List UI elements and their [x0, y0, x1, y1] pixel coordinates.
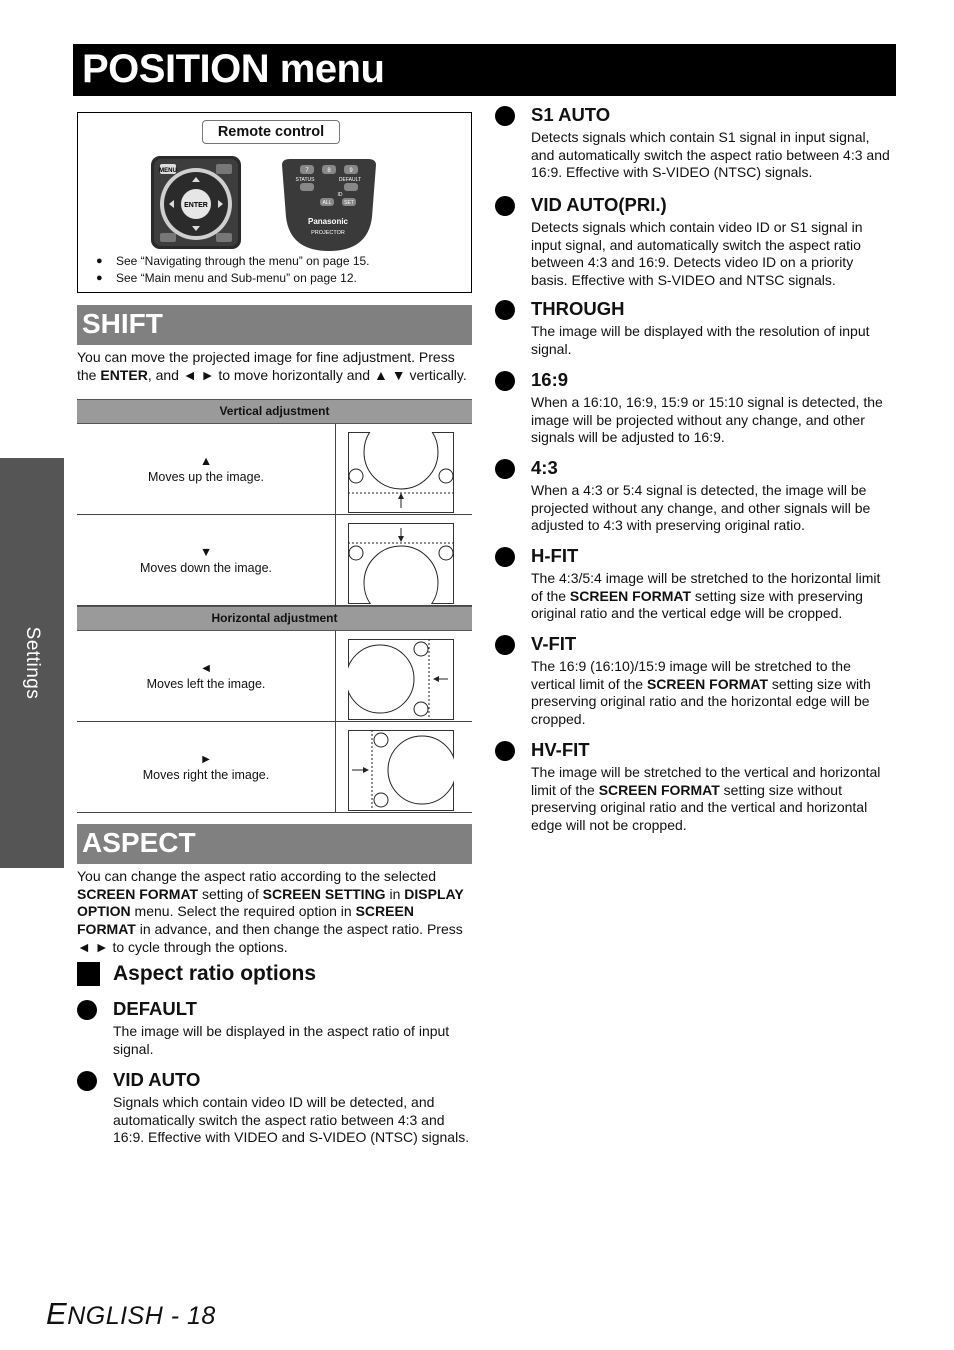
option-name: HV-FIT [531, 739, 590, 760]
option-description: The image will be stretched to the vertical and horizontal limit of the SCREEN FORMAT setting size without preserving original ratio and the vertical and horizontal edge will not be cropped. [531, 764, 881, 834]
option-description: The 4:3/5:4 image will be stretched to the horizontal limit of the SCREEN FORMAT setting size with preserving original ratio and the vertical edge will be cropped. [531, 570, 881, 622]
key-7-label: 7 [305, 168, 309, 174]
option-name: VID AUTO [113, 1069, 201, 1090]
bullet-dot-icon [495, 635, 515, 655]
remote-product-label: PROJECTOR [311, 230, 345, 236]
bullet-dot-icon [495, 547, 515, 567]
bullet-dot-icon [77, 1000, 97, 1020]
aspect-intro: You can change the aspect ratio according to the selected SCREEN FORMAT setting of SCREEN SETTING in DISPLAY OPTION menu. Select the required option in SCREEN FORMAT in advance, and then change the aspect ratio. Press ◄ ► to cycle through the options. [77, 868, 464, 955]
option-name: 4:3 [531, 457, 558, 478]
set-key-label: SET [344, 200, 354, 206]
remote-control-box [77, 112, 472, 293]
move-down-diagram [348, 523, 454, 604]
remote-notes [96, 253, 370, 286]
remote-control-label: Remote control [202, 120, 340, 144]
key-9-label: 9 [349, 168, 353, 174]
all-key-label: ALL [322, 200, 332, 206]
option-name: V-FIT [531, 633, 577, 654]
option-description: When a 4:3 or 5:4 signal is detected, the image will be projected without any change, and other signals will be adjusted to 4:3 with preserving original ratio. [531, 482, 871, 534]
remote-note: ● See “Navigating through the menu” on page 15. [96, 253, 370, 270]
up-arrow-icon: ▲ [199, 454, 213, 468]
move-left-diagram [348, 639, 454, 720]
enter-key-label: ENTER [184, 202, 208, 209]
row-text: Moves down the image. [139, 561, 272, 575]
table-row [77, 722, 472, 813]
table-row [77, 515, 472, 606]
option-description: The image will be displayed in the aspect ratio of input signal. [113, 1023, 450, 1057]
aspect-options-heading: Aspect ratio options [77, 960, 316, 988]
shift-heading: SHIFT [77, 305, 472, 345]
key-8-label: 8 [327, 168, 331, 174]
bullet-dot-icon [495, 300, 515, 320]
id-key-label: ID [337, 192, 343, 198]
remote-note: ● See “Main menu and Sub-menu” on page 12. [96, 270, 370, 287]
bullet-dot-icon [495, 106, 515, 126]
move-up-diagram [348, 432, 454, 513]
bullet-dot-icon [495, 371, 515, 391]
bullet-dot-icon [495, 459, 515, 479]
side-tab-label: Settings [22, 626, 43, 700]
control-panel-illustration [150, 153, 242, 251]
table-row [77, 424, 472, 515]
option-name: VID AUTO(PRI.) [531, 194, 667, 215]
option-description: The 16:9 (16:10)/15:9 image will be stretched to the vertical limit of the SCREEN FORMAT setting size with preserving original ratio and the horizontal edge will be cropped. [531, 658, 871, 728]
status-key-label: STATUS [295, 177, 315, 183]
bullet-dot-icon [495, 741, 515, 761]
bullet-dot-icon [77, 1071, 97, 1091]
move-right-diagram [348, 730, 454, 811]
table-row [77, 631, 472, 722]
option-name: THROUGH [531, 298, 625, 319]
page-title: POSITION menu [73, 44, 896, 96]
option-description: When a 16:10, 16:9, 15:9 or 15:10 signal is detected, the image will be projected without any change, and other signals will be adjusted to 16:9. [531, 394, 883, 446]
square-bullet-icon [77, 962, 100, 986]
horizontal-adjustment-header: Horizontal adjustment [77, 606, 472, 631]
aspect-heading: ASPECT [77, 824, 472, 864]
option-name: DEFAULT [113, 998, 197, 1019]
page-footer: ENGLISH - 18 [46, 1296, 216, 1331]
option-description: Signals which contain video ID will be detected, and automatically switch the aspect ratio between 4:3 and 16:9. Effective with VIDEO and S-VIDEO (NTSC) signals. [113, 1094, 470, 1146]
vertical-adjustment-header: Vertical adjustment [77, 399, 472, 424]
shift-adjustment-table [77, 399, 472, 813]
right-arrow-icon: ► [199, 752, 213, 766]
left-arrow-icon: ◄ [199, 661, 213, 675]
remote-illustration [280, 157, 378, 253]
option-name: 16:9 [531, 369, 569, 390]
row-text: Moves up the image. [147, 470, 265, 484]
option-name: S1 AUTO [531, 104, 611, 125]
option-name: H-FIT [531, 545, 579, 566]
shift-intro: You can move the projected image for fine adjustment. Press the ENTER, and ◄ ► to move horizontally and ▲ ▼ vertically. [77, 349, 467, 383]
option-description: Detects signals which contain video ID or S1 signal in input signal, and automatically switch the aspect ratio between 4:3 and 16:9. Detects video ID on a priority basis. Effective with S-VIDEO and NTSC signals. [531, 219, 863, 289]
row-text: Moves left the image. [146, 677, 266, 691]
row-text: Moves right the image. [142, 768, 270, 782]
bullet-dot-icon [495, 196, 515, 216]
option-description: Detects signals which contain S1 signal in input signal, and automatically switch the aspect ratio between 4:3 and 16:9. Effective with S-VIDEO (NTSC) signals. [531, 129, 890, 181]
side-tab [0, 458, 64, 868]
default-key-label: DEFAULT [338, 177, 362, 183]
menu-key-label: MENU [159, 168, 177, 174]
down-arrow-icon: ▼ [199, 545, 213, 559]
remote-brand-label: Panasonic [307, 217, 349, 226]
option-description: The image will be displayed with the resolution of input signal. [531, 323, 870, 357]
